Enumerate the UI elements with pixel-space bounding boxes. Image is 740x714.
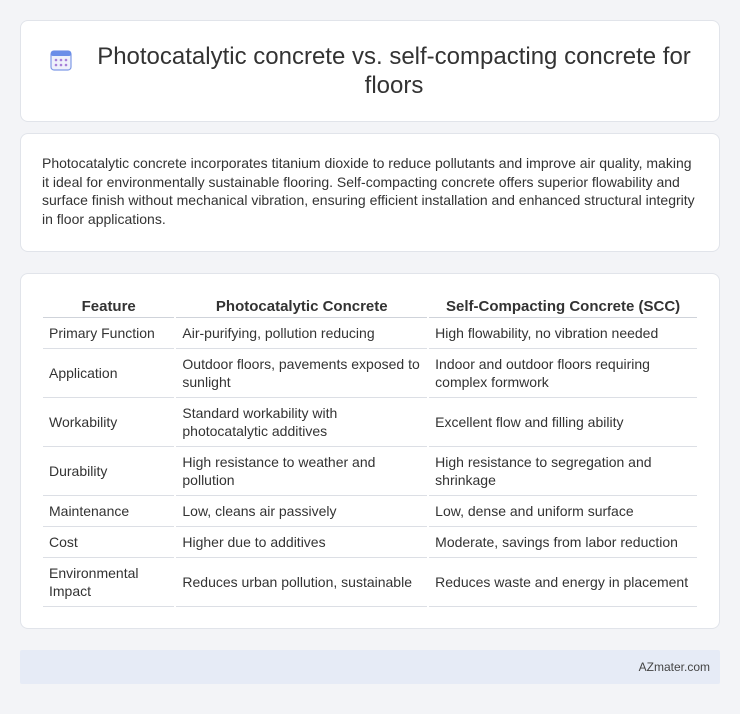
feature-cell: Environmental Impact [43,558,174,607]
header-scc: Self-Compacting Concrete (SCC) [429,296,697,318]
photocatalytic-cell: Higher due to additives [176,527,427,558]
title-card [20,20,720,122]
page-title: Photocatalytic concrete vs. self-compacting concrete for floors [97,43,691,99]
table-row [43,318,697,349]
comparison-table [41,296,699,607]
scc-cell: Low, dense and uniform surface [429,496,697,527]
feature-cell: Maintenance [43,496,174,527]
footer-bar [20,650,720,684]
intro-card [20,133,720,252]
header-feature: Feature [43,296,174,318]
scc-cell: Indoor and outdoor floors requiring complex formwork [429,349,697,398]
intro-paragraph: Photocatalytic concrete incorporates titanium dioxide to reduce pollutants and improve air quality, making it ideal for environmentally sustainable flooring. Self-compacting concrete offers superior flowability and surface finish without mechanical vibration, ensuring efficient installation and enhanced structural integrity in floor applications. [42,155,695,227]
table-row [43,349,697,398]
feature-cell: Durability [43,447,174,496]
header-photocatalytic: Photocatalytic Concrete [176,296,427,318]
scc-cell: High resistance to segregation and shrinkage [429,447,697,496]
table-row [43,527,697,558]
comparison-card [20,273,720,629]
photocatalytic-cell: Standard workability with photocatalytic additives [176,398,427,447]
feature-cell: Primary Function [43,318,174,349]
photocatalytic-cell: Low, cleans air passively [176,496,427,527]
photocatalytic-cell: Reduces urban pollution, sustainable [176,558,427,607]
table-row [43,496,697,527]
photocatalytic-cell: High resistance to weather and pollution [176,447,427,496]
table-row [43,398,697,447]
table-row [43,558,697,607]
footer-brand: AZmater.com [638,660,710,674]
feature-cell: Workability [43,398,174,447]
table-header-row [43,296,697,318]
photocatalytic-cell: Air-purifying, pollution reducing [176,318,427,349]
table-row [43,447,697,496]
scc-cell: Reduces waste and energy in placement [429,558,697,607]
feature-cell: Cost [43,527,174,558]
feature-cell: Application [43,349,174,398]
scc-cell: High flowability, no vibration needed [429,318,697,349]
photocatalytic-cell: Outdoor floors, pavements exposed to sunlight [176,349,427,398]
scc-cell: Moderate, savings from labor reduction [429,527,697,558]
scc-cell: Excellent flow and filling ability [429,398,697,447]
